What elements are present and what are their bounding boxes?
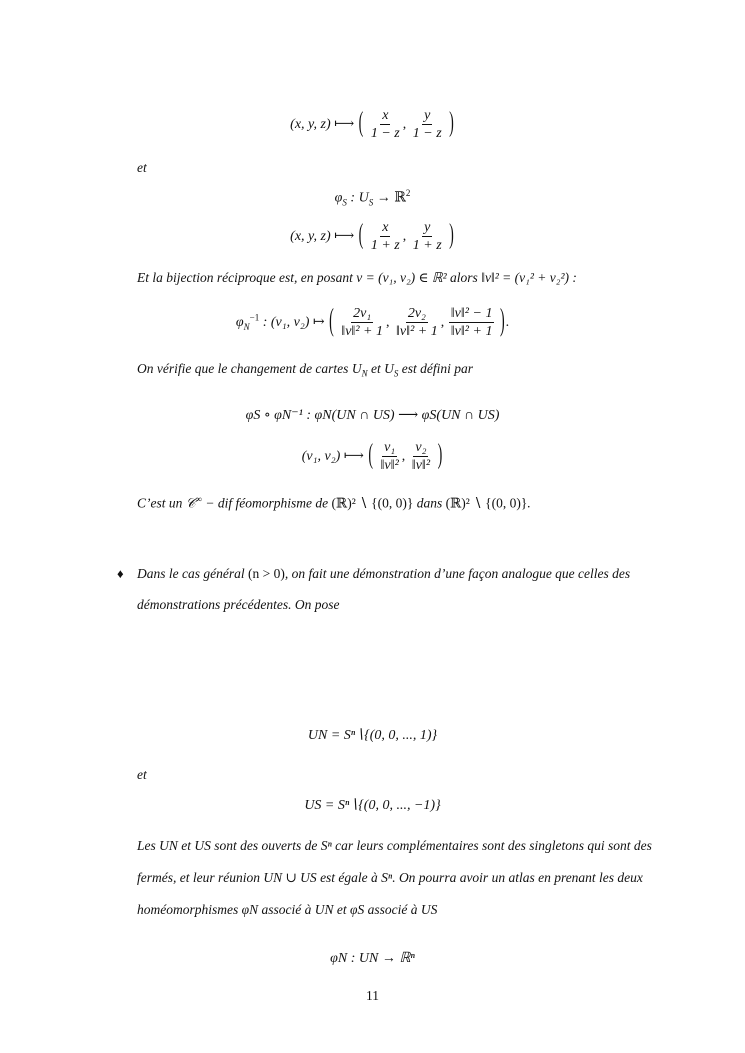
equation-inverse-phi-n: $\varphi_N^{-1}$ : (v₁, v₂) ↦ ( $\frac{\text{2v₁}}{\text{‖v‖² + 1}}$ , $\frac{\text{2v₂}}{\text{‖v‖² + 1}}$ , $\frac{\text{‖v‖² − 1}}{\text{‖v‖² + 1}}$ ). bbox=[235, 304, 510, 340]
equation-map-north: (x, y, z) ⟼ ( $\frac{x}{1 - z}$ , $\frac{y}{1 - z}$ ) bbox=[290, 108, 454, 142]
eq6-close-paren: ) bbox=[437, 440, 443, 471]
paragraph-change-of-charts: On vérifie que le changement de cartes $U_N$ et $U_S$ est défini par bbox=[137, 361, 473, 379]
eq4-fraction-1: $\frac{\text{2v₁}}{\text{‖v‖² + 1}}$ bbox=[341, 306, 383, 340]
eq3-fraction-2: $\frac{y}{1 + z}$ bbox=[412, 220, 442, 254]
eq4-fraction-2: $\frac{\text{2v₂}}{\text{‖v‖² + 1}}$ bbox=[396, 306, 438, 340]
eq4-open-paren: ( bbox=[329, 304, 334, 339]
connector-et-1: et bbox=[137, 160, 147, 175]
equation-u-s: US = Sⁿ∖{(0, 0, ..., −1)} bbox=[304, 798, 441, 813]
eq3-fraction-1: $\frac{x}{1 + z}$ bbox=[370, 220, 400, 254]
paragraph-general-case-line-2: démonstrations précédentes. On pose bbox=[137, 597, 340, 612]
equation-u-n: UN = Sⁿ∖{(0, 0, ..., 1)} bbox=[307, 728, 438, 743]
eq6-fraction-1: $\frac{\text{v₁}}{\text{‖v‖²}}$ bbox=[380, 440, 399, 474]
eq1-open-paren: ( bbox=[358, 108, 364, 139]
eq3-open-paren: ( bbox=[358, 220, 364, 251]
paragraph-general-case-line-1: Dans le cas général (n > 0), on fait une démonstration d’une façon analogue que celles des bbox=[137, 566, 631, 581]
paragraph-bijection: Et la bijection réciproque est, en posant v = (v₁, v₂) ∈ ℝ² alors ‖v‖² = (v₁² + v₂²) : bbox=[137, 270, 577, 285]
eq4-fraction-3: $\frac{\text{‖v‖² − 1}}{\text{‖v‖² + 1}}$ bbox=[450, 306, 493, 340]
equation-transition-map: φS ∘ φN⁻¹ : φN(UN ∩ US) ⟶ φS(UN ∩ US) bbox=[245, 408, 500, 423]
diamond-bullet-icon: ♦ bbox=[117, 566, 124, 581]
eq3-lhs: (x, y, z) ⟼ bbox=[290, 229, 355, 245]
eq1-lhs: (x, y, z) ⟼ bbox=[290, 117, 355, 133]
eq3-close-paren: ) bbox=[449, 220, 454, 251]
eq1-fraction-2: $\frac{y}{1 - z}$ bbox=[412, 108, 442, 142]
equation-transition-formula: (v₁, v₂) ⟼ ( $\frac{\text{v₁}}{\text{‖v‖²}}$ , $\frac{\text{v₂}}{\text{‖v‖²}}$ ) bbox=[301, 440, 443, 474]
paragraph-diffeomorphism: C’est un 𝒞∞ − dif féomorphisme de (ℝ)² ∖ {(0, 0)} dans (ℝ)² ∖ {(0, 0)}. bbox=[137, 494, 531, 511]
connector-et-2: et bbox=[137, 767, 147, 782]
eq1-fraction-1: $\frac{x}{1 - z}$ bbox=[370, 108, 400, 142]
equation-map-south: (x, y, z) ⟼ ( $\frac{x}{1 + z}$ , $\frac{y}{1 + z}$ ) bbox=[290, 220, 454, 254]
paragraph-open-sets-line-3: homéomorphismes φN associé à UN et φS associé à US bbox=[137, 902, 438, 917]
eq6-fraction-2: $\frac{\text{v₂}}{\text{‖v‖²}}$ bbox=[411, 440, 431, 474]
paragraph-open-sets-line-1: Les UN et US sont des ouverts de Sⁿ car leurs complémentaires sont des singletons qui sont des bbox=[137, 838, 652, 853]
paragraph-open-sets-line-2: fermés, et leur réunion UN ∪ US est égale à Sⁿ. On pourra avoir un atlas en prenant les deux bbox=[137, 870, 643, 885]
equation-phi-n-def: φN : UN → ℝⁿ bbox=[330, 951, 415, 966]
page-number: 11 bbox=[366, 988, 379, 1003]
eq6-open-paren: ( bbox=[368, 440, 373, 471]
eq4-close-paren: ) bbox=[499, 304, 505, 339]
equation-phi-s-def: $\varphi_S$ : $U_S$ → ℝ$^2$ bbox=[334, 188, 411, 208]
eq1-close-paren: ) bbox=[449, 108, 454, 139]
